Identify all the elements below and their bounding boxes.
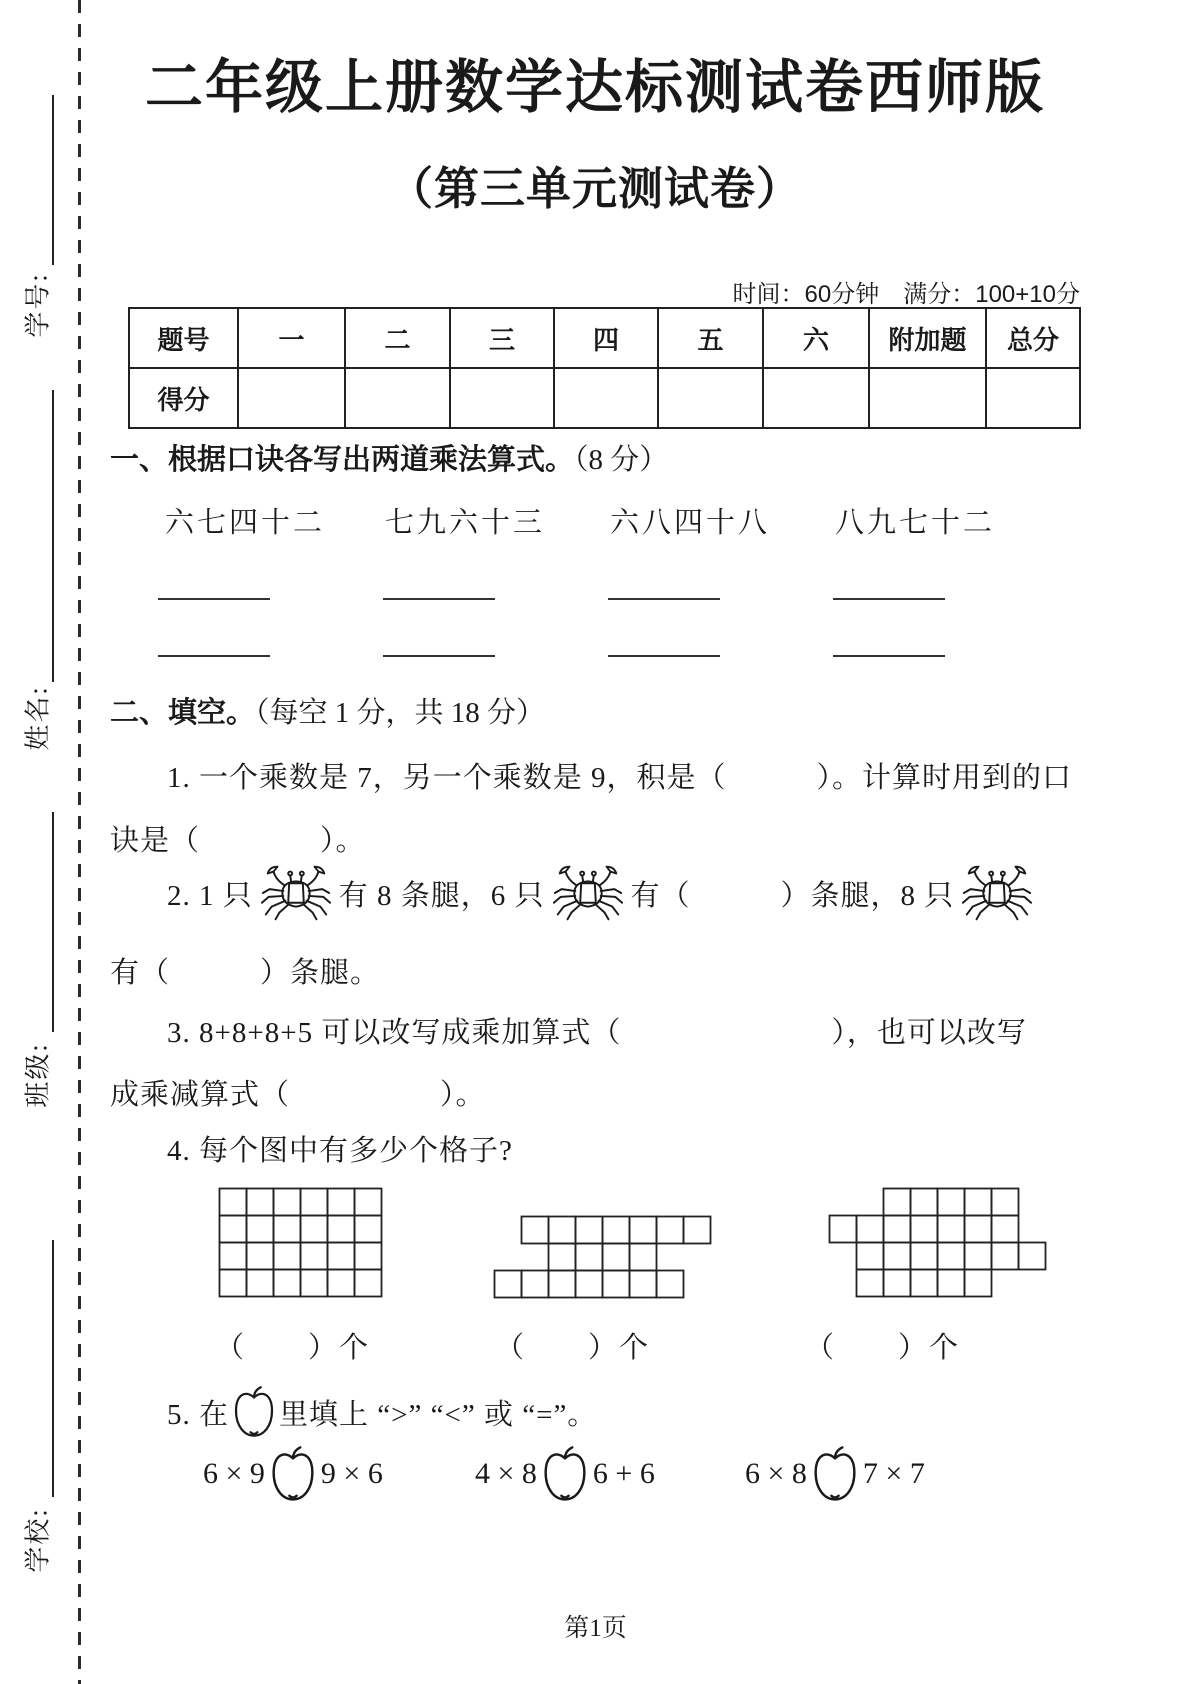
comparison-right: 6 + 6 — [592, 1457, 655, 1490]
score-cell[interactable] — [554, 368, 658, 428]
answer-blank[interactable] — [608, 655, 720, 657]
comparison-item — [745, 1445, 925, 1503]
section-2-heading — [110, 690, 545, 731]
crab-icon — [257, 862, 335, 924]
question-2-text: 有（ ）条腿，8 只 — [630, 879, 955, 912]
comparison-item — [475, 1445, 655, 1503]
apple-icon — [231, 1385, 277, 1439]
grid-figure-1 — [218, 1187, 383, 1303]
score-cell[interactable] — [238, 368, 345, 428]
score-table — [128, 307, 1081, 429]
crab-icon — [958, 862, 1036, 924]
margin-label-class: 班级: — [23, 1042, 53, 1108]
margin-label-student-id: 学号: — [23, 272, 53, 338]
grid-answer-blank[interactable]: （ ）个 — [495, 1332, 651, 1364]
score-table-header-cell: 二 — [345, 308, 450, 368]
question-5-text: 里填上 “>” “<” 或 “=”。 — [279, 1398, 598, 1431]
comparison-right: 7 × 7 — [862, 1457, 925, 1490]
margin-label-school: 学校: — [23, 1507, 53, 1573]
page-title: 二年级上册数学达标测试卷西师版 — [144, 55, 1045, 120]
margin-write-line-name[interactable] — [52, 390, 54, 682]
question-4-prompt: 4. 每个图中有多少个格子? — [167, 1135, 513, 1167]
question-1-line-2: 诀是（ ）。 — [110, 825, 366, 857]
score-row-label: 得分 — [129, 368, 238, 428]
comparison-left: 4 × 8 — [475, 1457, 537, 1490]
answer-blank[interactable] — [158, 598, 270, 600]
grid-figure-2 — [493, 1215, 712, 1304]
score-table-header-cell: 一 — [238, 308, 345, 368]
comparison-item — [203, 1445, 383, 1503]
margin-write-line-student-id[interactable] — [52, 95, 54, 265]
margin-label-name: 姓名: — [23, 685, 53, 751]
page-subtitle: （第三单元测试卷） — [387, 164, 802, 214]
score-cell[interactable] — [986, 368, 1080, 428]
margin-write-line-class[interactable] — [52, 812, 54, 1032]
score-cell[interactable] — [345, 368, 450, 428]
answer-blank[interactable] — [158, 655, 270, 657]
score-table-header-cell: 六 — [763, 308, 869, 368]
question-5-text: 5. 在 — [167, 1398, 230, 1431]
question-5-prompt — [167, 1385, 597, 1439]
question-3-line-2: 成乘减算式（ ）。 — [110, 1079, 486, 1111]
apple-answer-icon[interactable] — [540, 1445, 590, 1503]
answer-blank[interactable] — [383, 655, 495, 657]
section-1-title: 一、根据口诀各写出两道乘法算式。 — [110, 444, 575, 476]
section-2-title: 二、填空。 — [110, 697, 256, 729]
grid-figure-3 — [828, 1187, 1047, 1303]
score-cell[interactable] — [450, 368, 554, 428]
score-table-header-cell: 三 — [450, 308, 554, 368]
score-table-score-row — [129, 368, 1080, 428]
exam-time-score-meta: 时间：60分钟 满分：100+10分 — [732, 281, 1080, 308]
score-table-header-cell: 附加题 — [869, 308, 986, 368]
apple-answer-icon[interactable] — [268, 1445, 318, 1503]
comparison-right: 9 × 6 — [320, 1457, 383, 1490]
answer-blank[interactable] — [383, 598, 495, 600]
apple-answer-icon[interactable] — [810, 1445, 860, 1503]
answer-blank[interactable] — [833, 655, 945, 657]
answer-blank[interactable] — [833, 598, 945, 600]
crab-icon — [549, 862, 627, 924]
question-2-text: 2. 1 只 — [167, 879, 253, 912]
question-2-text: 有 8 条腿，6 只 — [338, 879, 545, 912]
score-cell[interactable] — [869, 368, 986, 428]
mnemonic-phrase: 六八四十八 — [610, 507, 771, 539]
page-number: 第1页 — [564, 1615, 627, 1642]
grid-answer-blank[interactable]: （ ）个 — [215, 1332, 371, 1364]
score-cell[interactable] — [763, 368, 869, 428]
score-table-header-cell: 总分 — [986, 308, 1080, 368]
score-cell[interactable] — [658, 368, 763, 428]
question-1-line-1: 1. 一个乘数是 7，另一个乘数是 9，积是（ ）。计算时用到的口 — [167, 762, 1073, 794]
mnemonic-phrase: 八九七十二 — [835, 507, 996, 539]
score-table-header-cell: 题号 — [129, 308, 238, 368]
mnemonic-phrase: 七九六十三 — [385, 507, 546, 539]
mnemonic-phrase: 六七四十二 — [165, 507, 326, 539]
section-1-heading — [110, 437, 668, 478]
comparison-left: 6 × 9 — [203, 1457, 265, 1490]
question-2-line-1 — [167, 862, 1040, 924]
margin-write-line-school[interactable] — [52, 1240, 54, 1497]
section-1-points: （8 分） — [574, 444, 669, 476]
question-2-line-2: 有（ ）条腿。 — [110, 957, 381, 989]
score-table-header-cell: 四 — [554, 308, 658, 368]
section-2-points: （每空 1 分，共 18 分） — [255, 697, 546, 729]
question-3-line-1: 3. 8+8+8+5 可以改写成乘加算式（ ），也可以改写 — [167, 1017, 1027, 1049]
score-table-header-row — [129, 308, 1080, 368]
answer-blank[interactable] — [608, 598, 720, 600]
comparison-left: 6 × 8 — [745, 1457, 807, 1490]
fold-dashed-line — [78, 0, 81, 1684]
grid-answer-blank[interactable]: （ ）个 — [805, 1332, 961, 1364]
score-table-header-cell: 五 — [658, 308, 763, 368]
